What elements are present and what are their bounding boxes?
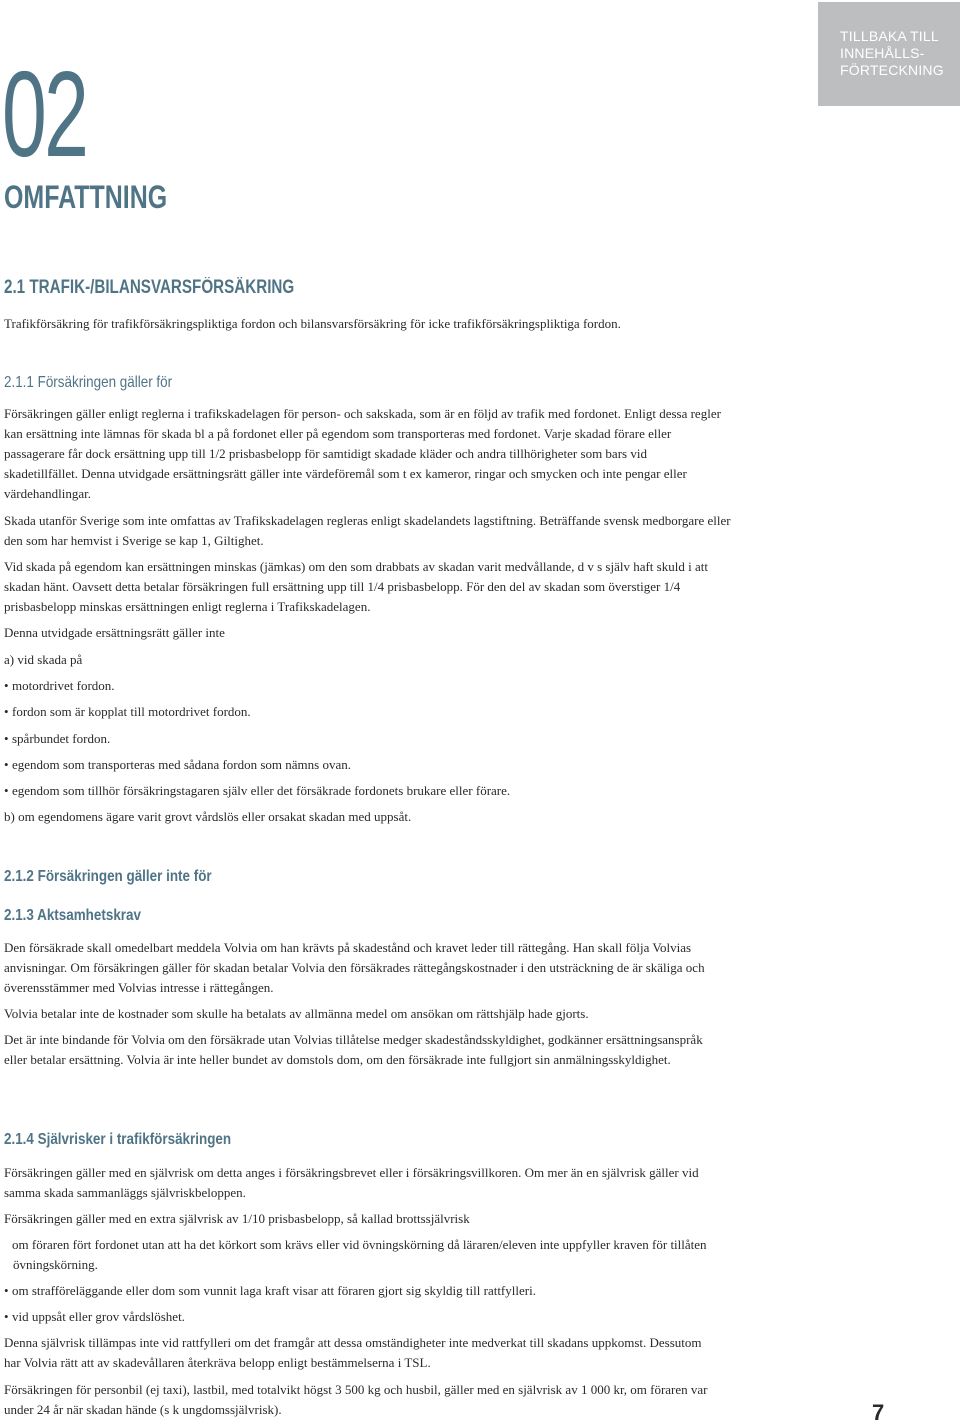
chapter-title: OMFATTNING [4, 179, 168, 215]
section-2-1-4-paragraph-2: Försäkringen gäller med en extra självrisk av 1/10 prisbasbelopp, så kallad brottssjälvrisk [4, 1211, 470, 1226]
section-2-1-2-heading: 2.1.2 Försäkringen gäller inte för [4, 868, 212, 885]
section-2-1-1-paragraph-2: Skada utanför Sverige som inte omfattas av Trafikskadelagen regleras enligt skadelandets lagstiftning. Beträffande svensk medborgare eller den som har hemvist i Sverige se kap 1, Giltighet. [4, 513, 731, 548]
section-2-1-1-heading: 2.1.1 Försäkringen gäller för [4, 374, 173, 391]
section-2-1-1-paragraph-4: Denna utvidgade ersättningsrätt gäller inte [4, 625, 225, 640]
section-2-1-1-paragraph-1: Försäkringen gäller enligt reglerna i trafikskadelagen för person- och sakskada, som är en följd av trafik med fordonet. Enligt dessa regler kan ersättning inte lämnas för skada bl a på fordonet eller på egendom som transporteras med fordonet. Varje skadad förare eller passagerare får dock ersättning upp till 1/2 prisbasbelopp för samtidigt skadade kläder och andra tillhörigheter som bars vid skadetillfället. Denna utvidgade ersättningsrätt gäller inte värdeföremål som t ex kameror, ringar och smycken och inte pengar eller värdehandlingar. [4, 406, 721, 501]
list-item: • fordon som är kopplat till motordrivet fordon. [4, 704, 251, 719]
section-2-1-3-heading: 2.1.3 Aktsamhetskrav [4, 907, 141, 924]
back-to-toc-button[interactable] [818, 2, 960, 106]
list-item: • vid uppsåt eller grov vårdslöshet. [4, 1309, 185, 1324]
section-2-1-1-paragraph-6: b) om egendomens ägare varit grovt vårdslös eller orsakat skadan med uppsåt. [4, 809, 412, 824]
list-item: • om strafföreläggande eller dom som vunnit laga kraft visar att föraren gjort sig skyldig till rattfylleri. [4, 1283, 536, 1298]
section-2-1-intro: Trafikförsäkring för trafikförsäkringspliktiga fordon och bilansvarsförsäkring för icke trafikförsäkringspliktiga fordon. [4, 316, 621, 331]
section-2-1-1-paragraph-3: Vid skada på egendom kan ersättningen minskas (jämkas) om den som drabbats av skadan varit medvållande, d v s själv haft skuld i att skadan hänt. Oavsett detta betalar försäkringen full ersättning upp till 1/4 prisbasbelopp. För den del av skadan som överstiger 1/4 prisbasbelopp minskas ersättningen enligt reglerna i Trafikskadelagen. [4, 559, 708, 614]
back-button-line-1: TILLBAKA TILL [840, 28, 939, 44]
list-item: • egendom som transporteras med sådana fordon som nämns ovan. [4, 757, 352, 772]
list-item: • egendom som tillhör försäkringstagaren själv eller det försäkrade fordonets brukare eller förare. [4, 783, 511, 798]
section-2-1-4-paragraph-3: Denna självrisk tillämpas inte vid rattfylleri om det framgår att dessa omständigheter inte medverkat till skadans uppkomst. Dessutom har Volvia rätt att av skadevållaren återkräva belopp enligt bestämmelserna i TSL. [4, 1335, 702, 1370]
section-2-1-4-paragraph-4: Försäkringen för personbil (ej taxi), lastbil, med totalvikt högst 3 500 kg och husbil, gäller med en självrisk av 1 000 kr, om föraren var under 24 år när skadan hände (s k ungdomssjälvrisk). [4, 1382, 708, 1417]
section-2-1-3-paragraph-1: Den försäkrade skall omedelbart meddela Volvia om han krävts på skadestånd och kravet leder till rättegång. Han skall följa Volvias anvisningar. Om försäkringen gäller för skadan betalar Volvia den försäkrades rättegångskostnader i den utsträckning de är skäliga och överensstämmer med Volvias intresse i rättegången. [4, 940, 705, 995]
section-2-1-1-paragraph-5: a) vid skada på [4, 652, 83, 667]
list-item: • spårbundet fordon. [4, 731, 111, 746]
back-button-line-3: FÖRTECKNING [840, 62, 944, 78]
section-2-1-heading: 2.1 TRAFIK-/BILANSVARSFÖRSÄKRING [4, 277, 295, 298]
back-button-line-2: INNEHÅLLS- [840, 45, 925, 61]
section-2-1-3-paragraph-2: Volvia betalar inte de kostnader som skulle ha betalats av allmänna medel om ansökan om rättshjälp hade gjorts. [4, 1006, 589, 1021]
section-2-1-4-paragraph-1: Försäkringen gäller med en självrisk om detta anges i försäkringsbrevet eller i försäkringsvillkoren. Om mer än en självrisk gäller vid samma skada sammanläggs självriskbeloppen. [4, 1165, 699, 1200]
section-2-1-3-paragraph-3: Det är inte bindande för Volvia om den försäkrade utan Volvias tillåtelse medger skadeståndsskyldighet, godkänner ersättningsanspråk eller betalar ersättning. Volvia är inte heller bundet av domstols dom, om den försäkrade inte fullgjort sin anmälningsskyldighet. [4, 1032, 703, 1067]
page-number: 7 [872, 1400, 885, 1425]
section-2-1-4-heading: 2.1.4 Självrisker i trafikförsäkringen [4, 1131, 232, 1148]
list-item: om föraren fört fordonet utan att ha det körkort som krävs eller vid övningskörning då läraren/eleven inte uppfyller kraven för tillåten övningskörning. [12, 1237, 707, 1272]
list-item: • motordrivet fordon. [4, 678, 115, 693]
chapter-number: 02 [2, 46, 87, 182]
